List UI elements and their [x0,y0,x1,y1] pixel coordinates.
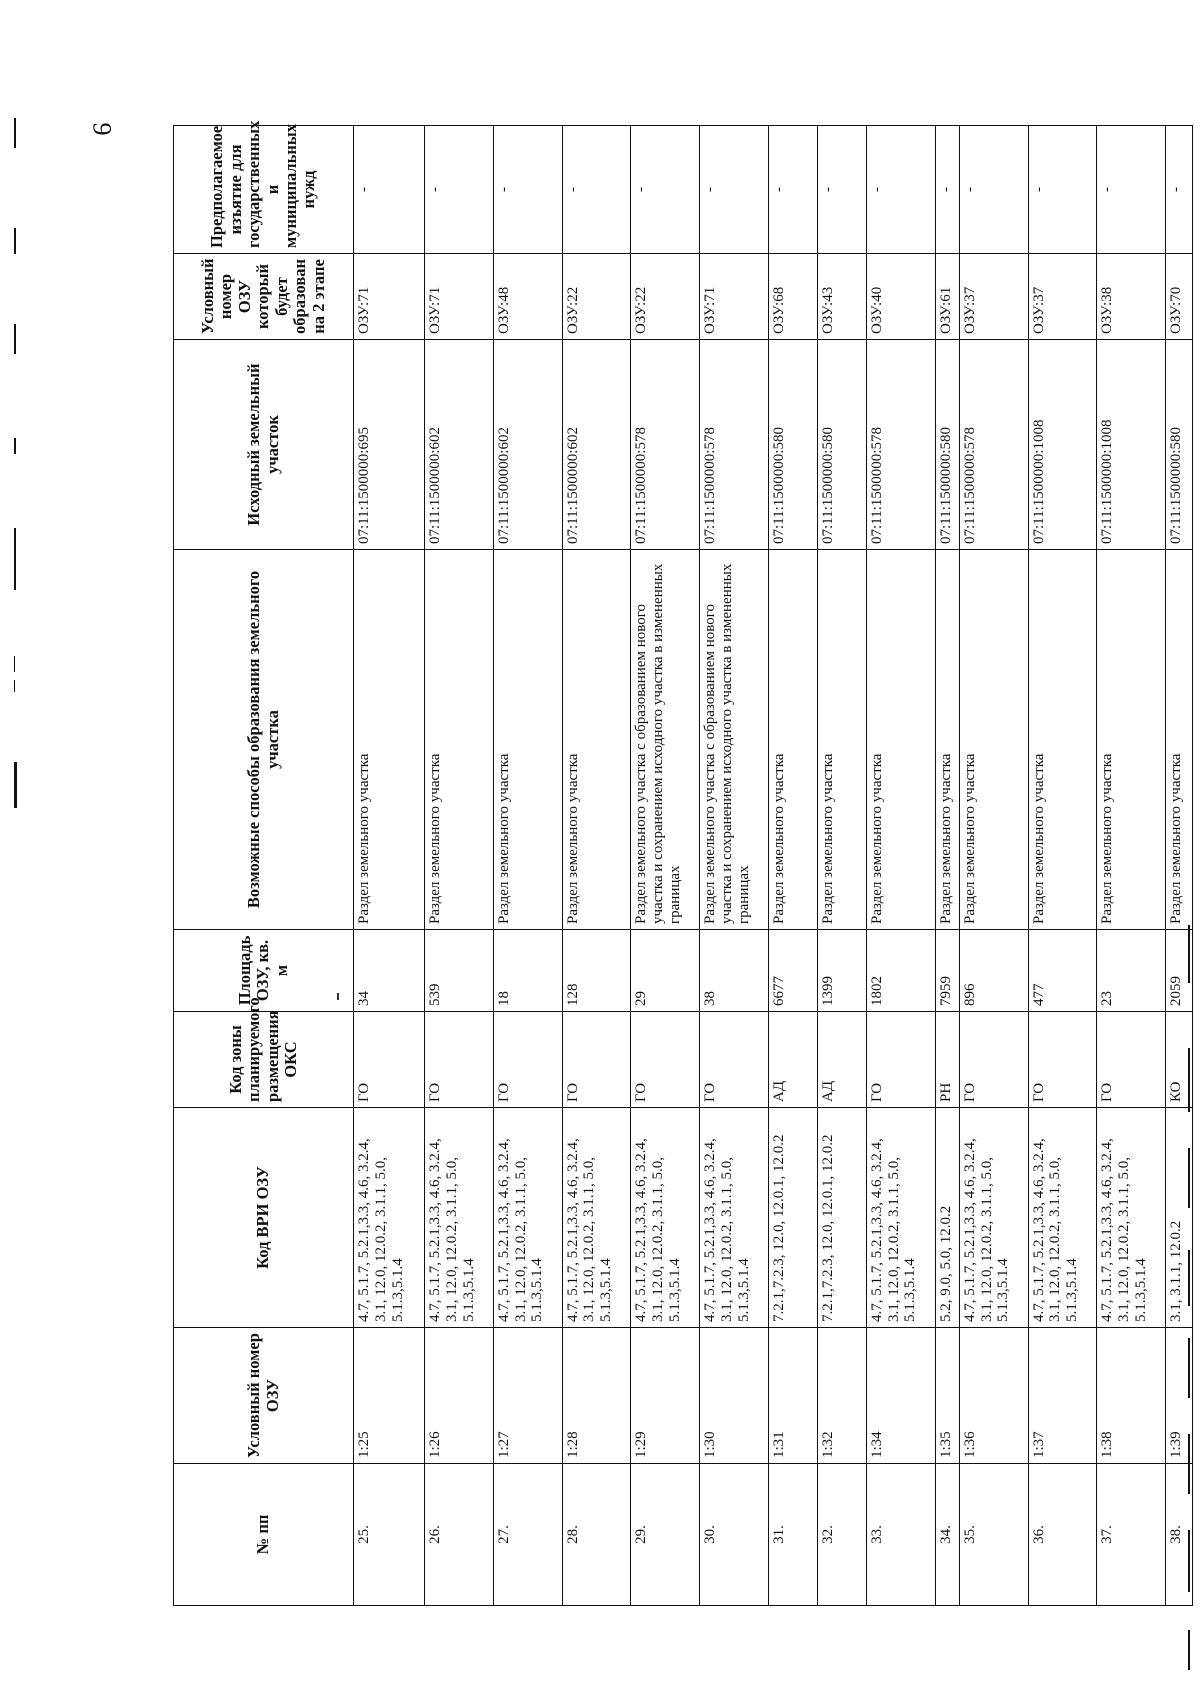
header-cell: Исходный земельный участок [174,340,354,550]
table-cell: 4.7, 5.1.7, 5.2.1,3.3, 4.6, 3.2.4, 3.1, 12.0, 12.0.2, 3.1.1, 5.0, 5.1.3,5.1.4 [1097,1108,1166,1328]
table-cell: 33. [866,1464,935,1606]
table-cell: 128 [562,930,631,1012]
table-cell: 4.7, 5.1.7, 5.2.1,3.3, 4.6, 3.2.4, 3.1, 12.0, 12.0.2, 3.1.1, 5.0, 5.1.3,5.1.4 [866,1108,935,1328]
table-cell: ОЗУ:68 [769,254,818,340]
table-row [425,126,494,1606]
scan-mark [14,228,16,254]
table-cell: ГО [354,1012,425,1108]
table-cell: Раздел земельного участка [866,550,935,930]
scan-mark [14,324,16,354]
table-cell: ОЗУ:61 [935,254,959,340]
table-cell: 18 [493,930,562,1012]
table-cell: 07:11:1500000:1008 [1097,340,1166,550]
scan-mark [14,762,17,808]
table-cell: 31. [769,1464,818,1606]
table-cell: 38 [700,930,769,1012]
rotated-table-frame [173,120,1193,1606]
table-cell: 4.7, 5.1.7, 5.2.1,3.3, 4.6, 3.2.4, 3.1, 12.0, 12.0.2, 3.1.1, 5.0, 5.1.3,5.1.4 [700,1108,769,1328]
table-cell: - [631,126,700,254]
table-cell: 3.1, 3.1.1, 12.0.2 [1166,1108,1193,1328]
table-row [493,126,562,1606]
header-cell: Возможные способы образования земельного участка [174,550,354,930]
table-cell: Раздел земельного участка [562,550,631,930]
table-cell: - [354,126,425,254]
table-cell: 1:38 [1097,1328,1166,1464]
table-cell: 34 [354,930,425,1012]
table-cell: 477 [1028,930,1097,1012]
table-cell: АД [769,1012,818,1108]
table-cell: 4.7, 5.1.7, 5.2.1,3.3, 4.6, 3.2.4, 3.1, 12.0, 12.0.2, 3.1.1, 5.0, 5.1.3,5.1.4 [354,1108,425,1328]
table-row [769,126,818,1606]
table-cell: ОЗУ:38 [1097,254,1166,340]
table-cell: РН [935,1012,959,1108]
table-row [959,126,1028,1606]
table-cell: ОЗУ:22 [631,254,700,340]
scan-mark [14,528,16,590]
table-cell: Раздел земельного участка [769,550,818,930]
table-cell: 4.7, 5.1.7, 5.2.1,3.3, 4.6, 3.2.4, 3.1, 12.0, 12.0.2, 3.1.1, 5.0, 5.1.3,5.1.4 [493,1108,562,1328]
table-cell: 07:11:1500000:578 [866,340,935,550]
table-cell: 37. [1097,1464,1166,1606]
table-cell: ОЗУ:71 [700,254,769,340]
table-cell: Раздел земельного участка [493,550,562,930]
table-cell: 07:11:1500000:1008 [1028,340,1097,550]
table-cell: - [1097,126,1166,254]
table-cell: 07:11:1500000:578 [959,340,1028,550]
table-row [1166,126,1193,1606]
table-cell: ОЗУ:48 [493,254,562,340]
table-header-row [174,126,354,1606]
table-row [700,126,769,1606]
table-cell: 07:11:1500000:602 [493,340,562,550]
table-row [817,126,866,1606]
table-cell: 7.2.1,7.2.3, 12.0, 12.0.1, 12.0.2 [817,1108,866,1328]
table-cell: 07:11:1500000:602 [562,340,631,550]
table-cell: ГО [631,1012,700,1108]
scan-mark [14,118,16,148]
table-cell: 07:11:1500000:695 [354,340,425,550]
header-cell: Код зоны планируемого размещения ОКС [174,1012,354,1108]
table-cell: Раздел земельного участка с образованием нового участка и сохранением исходного участка в измененных границах [700,550,769,930]
table-cell: 6677 [769,930,818,1012]
table-cell: КО [1166,1012,1193,1108]
scan-mark [14,656,15,672]
table-cell: Раздел земельного участка [425,550,494,930]
table-cell: 4.7, 5.1.7, 5.2.1,3.3, 4.6, 3.2.4, 3.1, 12.0, 12.0.2, 3.1.1, 5.0, 5.1.3,5.1.4 [631,1108,700,1328]
header-cell: Условный номер ОЗУ который будет образован на 2 этапе [174,254,354,340]
table-cell: Раздел земельного участка [1166,550,1193,930]
table-cell: 29. [631,1464,700,1606]
header-cell: Условный номер ОЗУ [174,1328,354,1464]
table-row [354,126,425,1606]
header-cell: Предполагаемое изъятие для государственных и муниципальных нужд [174,126,354,254]
table-cell: ОЗУ:71 [425,254,494,340]
table-cell: 1:28 [562,1328,631,1464]
table-cell: 4.7, 5.1.7, 5.2.1,3.3, 4.6, 3.2.4, 3.1, 12.0, 12.0.2, 3.1.1, 5.0, 5.1.3,5.1.4 [1028,1108,1097,1328]
header-cell: № пп [174,1464,354,1606]
table-cell: ГО [562,1012,631,1108]
table-cell: 1:29 [631,1328,700,1464]
table-cell: 896 [959,930,1028,1012]
table-cell: 35. [959,1464,1028,1606]
table-cell: 1:32 [817,1328,866,1464]
table-cell: Раздел земельного участка с образованием нового участка и сохранением исходного участка в измененных границах [631,550,700,930]
table-cell: - [817,126,866,254]
scan-mark [1188,1630,1190,1670]
table-cell: 2059 [1166,930,1193,1012]
table-cell: 07:11:1500000:580 [817,340,866,550]
table-cell: ОЗУ:22 [562,254,631,340]
table-cell: 1:27 [493,1328,562,1464]
table-body [354,126,1193,1606]
header-cell: Площадь ОЗУ, кв. м [174,930,354,1012]
table-row [1028,126,1097,1606]
scan-mark [14,680,15,692]
table-cell: 29 [631,930,700,1012]
table-cell: - [1166,126,1193,254]
table-cell: 1802 [866,930,935,1012]
table-cell: АД [817,1012,866,1108]
table-cell: 07:11:1500000:602 [425,340,494,550]
table-cell: ГО [700,1012,769,1108]
table-cell: 30. [700,1464,769,1606]
table-cell: ГО [866,1012,935,1108]
table-cell: - [935,126,959,254]
table-cell: ОЗУ:40 [866,254,935,340]
table-cell: ГО [493,1012,562,1108]
table-cell: 5.2, 9.0, 5.0, 12.0.2 [935,1108,959,1328]
header-cell: Код ВРИ ОЗУ [174,1108,354,1328]
table-cell: 539 [425,930,494,1012]
table-cell: Раздел земельного участка [935,550,959,930]
table-cell: - [425,126,494,254]
table-cell: 1:35 [935,1328,959,1464]
table-cell: 38. [1166,1464,1193,1606]
table-cell: - [866,126,935,254]
table-cell: 7.2.1,7.2.3, 12.0, 12.0.1, 12.0.2 [769,1108,818,1328]
table-cell: 07:11:1500000:580 [1166,340,1193,550]
table-cell: ОЗУ:37 [1028,254,1097,340]
table-cell: 1:39 [1166,1328,1193,1464]
table-cell: ОЗУ:70 [1166,254,1193,340]
table-cell: ОЗУ:43 [817,254,866,340]
table-cell: 1:36 [959,1328,1028,1464]
table-cell: - [562,126,631,254]
table-cell: ГО [1028,1012,1097,1108]
table-cell: 32. [817,1464,866,1606]
table-row [631,126,700,1606]
table-row [1097,126,1166,1606]
table-cell: 07:11:1500000:578 [700,340,769,550]
table-cell: 1399 [817,930,866,1012]
land-plots-table [173,120,1193,1606]
table-cell: 4.7, 5.1.7, 5.2.1,3.3, 4.6, 3.2.4, 3.1, 12.0, 12.0.2, 3.1.1, 5.0, 5.1.3,5.1.4 [959,1108,1028,1328]
table-cell: 07:11:1500000:580 [769,340,818,550]
table-cell: 1:26 [425,1328,494,1464]
page-number: 9 [87,122,117,136]
table-cell: ОЗУ:37 [959,254,1028,340]
table-row [866,126,935,1606]
table-cell: 1:30 [700,1328,769,1464]
table-cell: 26. [425,1464,494,1606]
table-cell: 07:11:1500000:580 [935,340,959,550]
table-cell: - [493,126,562,254]
table-cell: 07:11:1500000:578 [631,340,700,550]
table-cell: ГО [959,1012,1028,1108]
table-cell: 1:34 [866,1328,935,1464]
table-cell: 28. [562,1464,631,1606]
table-cell: 27. [493,1464,562,1606]
table-cell: - [769,126,818,254]
table-cell: 4.7, 5.1.7, 5.2.1,3.3, 4.6, 3.2.4, 3.1, 12.0, 12.0.2, 3.1.1, 5.0, 5.1.3,5.1.4 [562,1108,631,1328]
table-cell: 23 [1097,930,1166,1012]
table-cell: 1:31 [769,1328,818,1464]
table-cell: 4.7, 5.1.7, 5.2.1,3.3, 4.6, 3.2.4, 3.1, 12.0, 12.0.2, 3.1.1, 5.0, 5.1.3,5.1.4 [425,1108,494,1328]
table-row [562,126,631,1606]
table-cell: Раздел земельного участка [959,550,1028,930]
table-cell: - [700,126,769,254]
table-cell: ГО [425,1012,494,1108]
table-cell: Раздел земельного участка [817,550,866,930]
table-cell: 34. [935,1464,959,1606]
table-cell: 36. [1028,1464,1097,1606]
table-cell: - [1028,126,1097,254]
scan-mark [14,438,16,454]
table-cell: Раздел земельного участка [354,550,425,930]
table-cell: 1:37 [1028,1328,1097,1464]
table-cell: Раздел земельного участка [1097,550,1166,930]
table-cell: 7959 [935,930,959,1012]
table-cell: 25. [354,1464,425,1606]
table-cell: - [959,126,1028,254]
table-cell: 1:25 [354,1328,425,1464]
table-cell: ОЗУ:71 [354,254,425,340]
table-cell: ГО [1097,1012,1166,1108]
table-row [935,126,959,1606]
table-cell: Раздел земельного участка [1028,550,1097,930]
